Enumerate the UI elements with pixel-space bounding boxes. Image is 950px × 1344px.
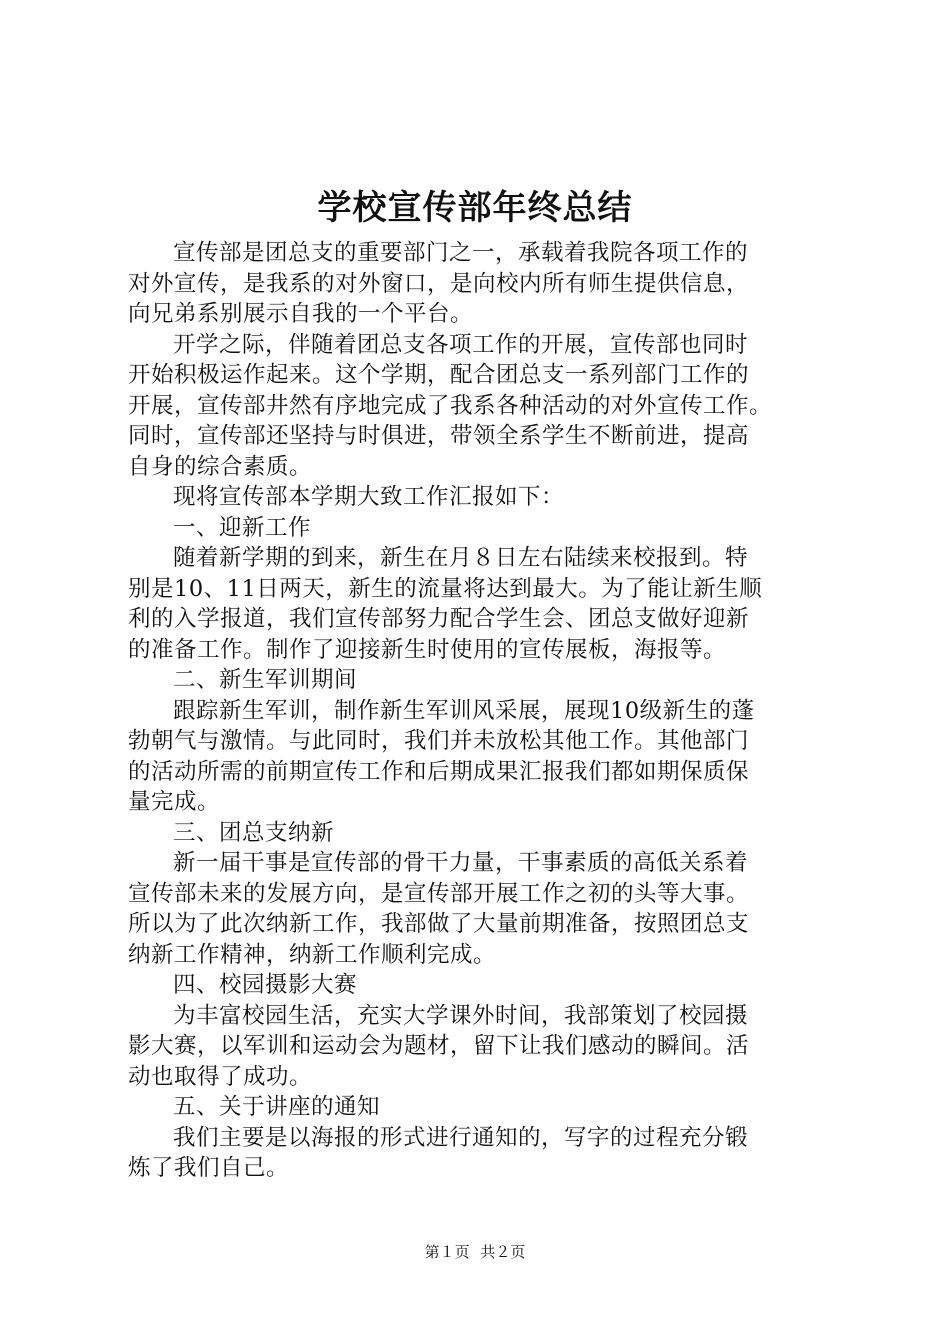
paragraph-intro: 宣传部是团总支的重要部门之一，承载着我院各项工作的 对外宣传，是我系的对外窗口，是向校内所有师生提供信息， 向兄弟系别展示自我的一个平台。 — [128, 240, 750, 327]
section-heading-1: 一、迎新工作 — [173, 514, 312, 541]
paragraph-section-4: 为丰富校园生活，充实大学课外时间，我部策划了校园摄 影大赛，以军训和运动会为题材，留下让我们感动的瞬间。活 动也取得了成功。 — [128, 1002, 750, 1090]
paragraph-opening: 开学之际，伴随着团总支各项工作的开展，宣传部也同时 开始积极运作起来。这个学期，配合团总支一系列部门工作的 开展，宣传部井然有序地完成了我系各种活动的对外宣传工作。 同时，宣传部还坚持与时俱进，带领全系学生不断前进，提高 自身的综合素质。 — [128, 331, 773, 480]
section-heading-4: 四、校园摄影大赛 — [173, 972, 358, 998]
document-body — [128, 238, 828, 1184]
paragraph-section-5: 我们主要是以海报的形式进行通知的，写字的过程充分锻 炼了我们自己。 — [128, 1124, 749, 1181]
section-heading-2: 二、新生军训期间 — [173, 667, 358, 693]
paragraph-section-1: 随着新学期的到来，新生在月８日左右陆续来校报到。特 别是10、11日两天，新生的流量将达到最大。为了能让新生顺 利的入学报道，我们宣传部努力配合学生会、团总支做好迎新 的准备工作。制作了迎接新生时使用的宣传展板，海报等。 — [128, 545, 763, 663]
section-heading-5: 五、关于讲座的通知 — [173, 1094, 381, 1120]
paragraph-section-2: 跟踪新生军训，制作新生军训风采展，展现10级新生的蓬 勃朝气与激情。与此同时，我们并未放松其他工作。其他部门 的活动所需的前期宣传工作和后期成果汇报我们都如期保质保 量完成。 — [128, 697, 755, 815]
paragraph-section-3: 新一届干事是宣传部的骨干力量，干事素质的高低关系着 宣传部未来的发展方向，是宣传部开展工作之初的头等大事。 所以为了此次纳新工作，我部做了大量前期准备，按照团总支 纳新工作精神，纳新工作顺利完成。 — [128, 850, 750, 968]
page-total: 共２页 — [480, 1243, 526, 1261]
page-footer — [0, 1242, 950, 1262]
document-title: 学校宣传部年终总结 — [317, 188, 633, 228]
section-heading-3: 三、团总支纳新 — [173, 819, 335, 846]
page-number: 第１页 — [424, 1243, 470, 1261]
paragraph-report-lead: 现将宣传部本学期大致工作汇报如下： — [173, 484, 565, 510]
